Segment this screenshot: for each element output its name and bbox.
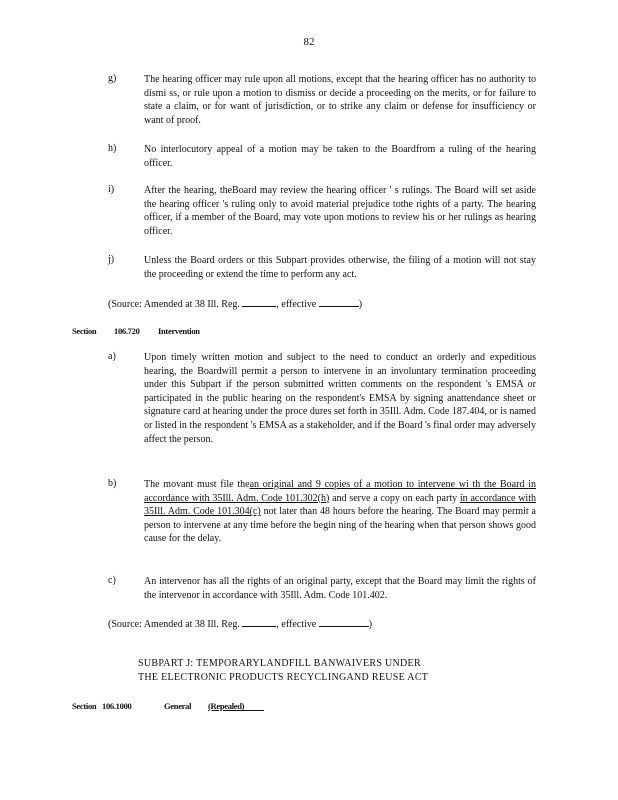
source-note (108, 617, 372, 630)
blank-line (242, 297, 276, 307)
page-number: 82 (303, 36, 315, 48)
item-text: Unless the Board orders or this Subpart provides otherwise, the filing of a motion will not stay the proceeding or extend the time to perform any act. (144, 255, 536, 280)
item-text-part: and serve a copy on each party (329, 492, 460, 504)
source-mid: , effective (276, 299, 317, 310)
struck-text: The movant must file the (144, 479, 250, 490)
item-label: c) (108, 575, 116, 586)
source-note (108, 297, 362, 310)
source-prefix: (Source: Amended at 38 Ill. Reg. (108, 619, 240, 630)
item-text (144, 478, 536, 546)
item-label: a) (108, 351, 116, 362)
source-suffix: ) (358, 299, 363, 310)
source-suffix: ) (368, 619, 373, 630)
section-number: 106.1000 (102, 701, 132, 711)
blank-line (319, 617, 369, 627)
item-label: b) (108, 478, 117, 489)
section-title: General (164, 701, 192, 711)
section-status: (Repealed) (208, 701, 245, 711)
section-word: Section (72, 701, 97, 711)
item-label: j) (108, 254, 115, 265)
subpart-line: SUBPART J: TEMPORARYLANDFILL BANWAIVERS UNDER (138, 658, 421, 669)
blank-line (319, 297, 359, 307)
section-title: Intervention (158, 326, 200, 336)
item-text: An intervenor has all the rights of an original party, except that the Board may limit the rights of the intervenor in accordance with 35Ill. Adm. Code 101.402. (144, 576, 536, 601)
item-text-part: not later than 48 hours before the hearing. The Board may permit a person to intervene at any time before the begin ning of the hearing when that person shows good cause for the delay. (144, 506, 536, 545)
item-text: The hearing officer may rule upon all motions, except that the hearing officer has no authority to dismi ss, or rule upon a motion to dismiss or decide a proceeding on the merits, or for failure to state a claim, or for want of jurisdiction, or to strike any claim or defense for insufficiency or want of proof. (144, 74, 536, 126)
item-label: g) (108, 73, 117, 84)
subpart-line: THE ELECTRONIC PRODUCTS RECYCLINGAND REUSE ACT (138, 672, 429, 683)
inserted-text: an original and 9 copies of a motion to intervene wi th the Board (249, 479, 529, 490)
item-text: No interlocutory appeal of a motion may be taken to the Boardfrom a ruling of the hearing officer. (144, 144, 536, 169)
source-mid: , effective (276, 619, 317, 630)
section-number: 106.720 (114, 326, 140, 336)
item-text: Upon timely written motion and subject to the need to conduct an orderly and expeditious hearing, the Boardwill permit a person to intervene in an involuntary termination proceeding under this Subpart if the person submitted written comments on the respondent 's EMSA or participated in the public hearing on the respondent's EMSA by signing anattendance sheet or signature card at hearing under the proce dures set forth in 35Ill. Adm. Code 187.404, or is named or listed in the respondent 's EMSA as a stakeholder, and if the Board 's final order may adversely affect the person. (144, 352, 536, 445)
inserted-text: in accordance with 35Ill. Adm. Code 101.304(c) (144, 492, 536, 518)
section-word: Section (72, 326, 97, 336)
item-text: After the hearing, theBoard may review the hearing officer ' s rulings. The Board will set aside the hearing officer 's ruling only to avoid material prejudice tothe rights of a party. The hearing officer, if a member of the Board, may vote upon motions to review his or her rulings as hearing officer. (144, 185, 536, 237)
item-label: i) (108, 184, 115, 195)
subpart-heading (138, 657, 464, 685)
blank-line (242, 617, 276, 627)
status-underline (240, 710, 264, 711)
source-prefix: (Source: Amended at 38 Ill. Reg. (108, 299, 240, 310)
inserted-text: in accordance with 35Ill. Adm. Code 101.302(h) (144, 479, 536, 504)
item-label: h) (108, 143, 117, 154)
